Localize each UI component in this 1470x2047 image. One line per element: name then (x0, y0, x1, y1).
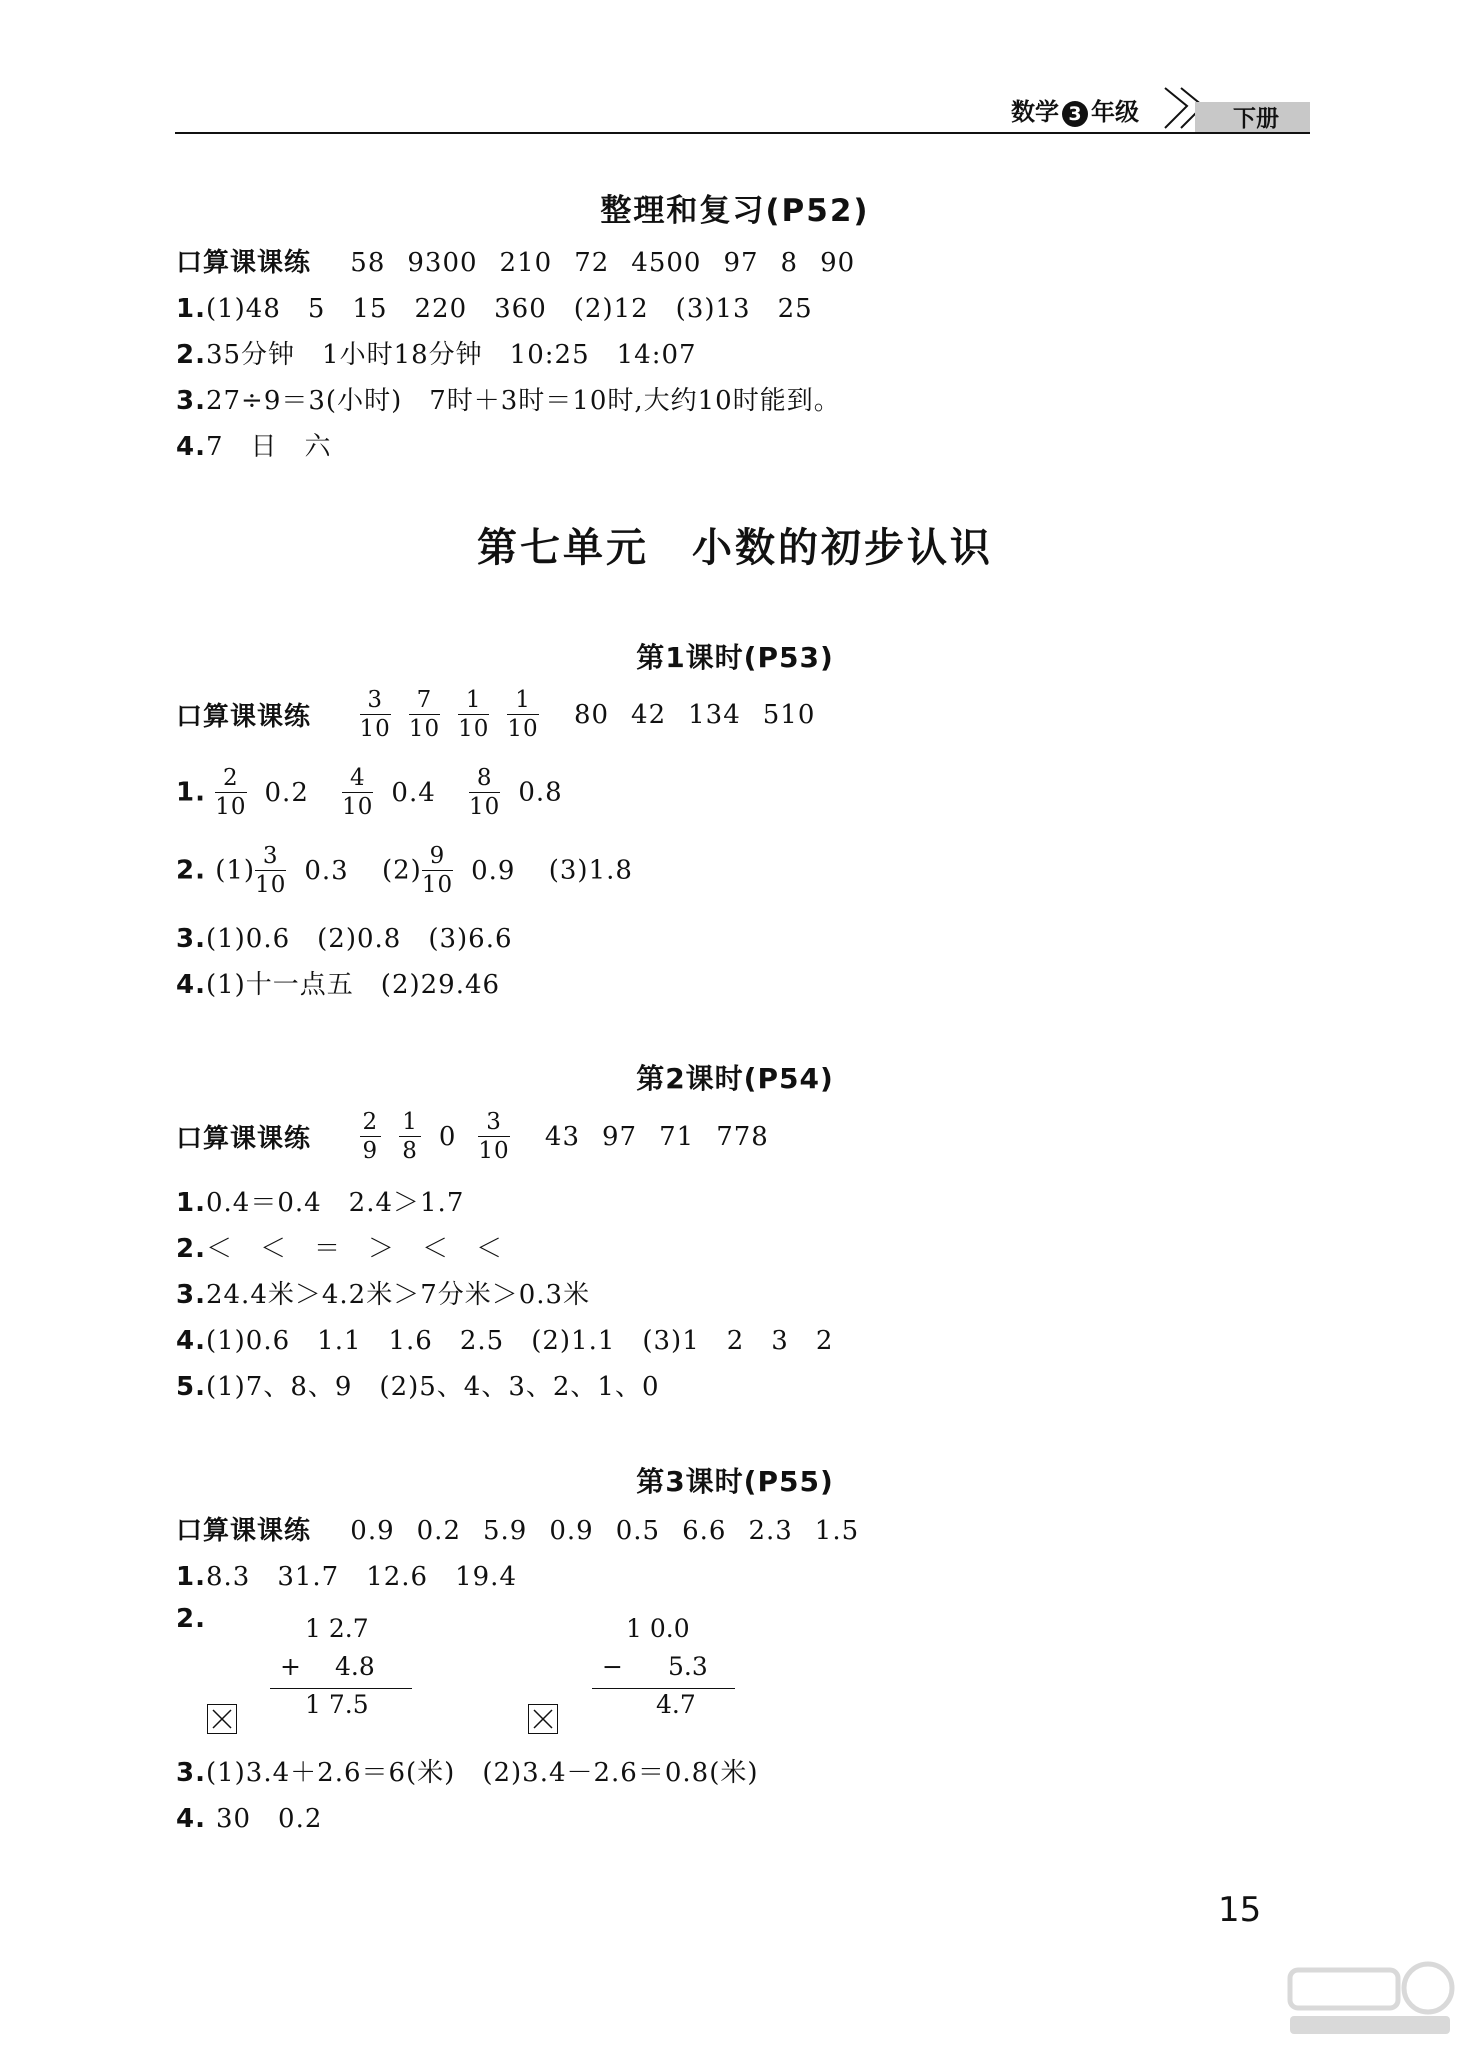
lesson1-oral-row: 口算课课练 $\frac{3}{10}$ $\frac{7}{10}$ $\frac{1}{10}$ $\frac{1}{10}$ 80 42 134 510 (176, 687, 816, 743)
lesson2-q4: 4.(1)0.6 1.1 1.6 2.5 (2)1.1 (3)1 2 3 2 (176, 1326, 834, 1356)
watermark-logo (1280, 1960, 1460, 2040)
fraction: $\frac{1}{10}$ (458, 687, 490, 743)
lesson3-oral-row: 口算课课练 0.9 0.2 5.9 0.9 0.5 6.6 2.3 1.5 (176, 1516, 860, 1546)
fraction: $\frac{7}{10}$ (408, 687, 441, 743)
lesson1-q4: 4.(1)十一点五 (2)29.46 (176, 970, 501, 1000)
header-subject: 数学 3 年级 (1011, 98, 1139, 126)
fraction: $\frac{1}{10}$ (507, 687, 539, 743)
fraction: $\frac{2}{9}$ (360, 1110, 382, 1163)
column-subtraction: 1 0.0 − 5.3 4.7 (520, 1614, 740, 1734)
oral-value: 58 (350, 248, 386, 278)
lesson2-q3: 3.24.4米＞4.2米＞7分米＞0.3米 (176, 1280, 591, 1310)
oral-label: 口算课课练 (176, 248, 312, 278)
section-title-review: 整理和复习(P52) (600, 193, 870, 229)
lesson1-q3: 3.(1)0.6 (2)0.8 (3)6.6 (176, 924, 513, 954)
review-q1: 1.(1)48 5 15 220 360 (2)12 (3)13 25 (176, 294, 813, 324)
lesson2-q5: 5.(1)7、8、9 (2)5、4、3、2、1、0 (176, 1372, 660, 1402)
lesson3-q3: 3.(1)3.4＋2.6＝6(米) (2)3.4－2.6＝0.8(米) (176, 1758, 759, 1788)
lesson1-q2: 2. (1) $\frac{3}{10}$ 0.3 (2) $\frac{9}{10}$ 0.9 (3)1.8 (176, 843, 633, 899)
lesson1-title: 第1课时(P53) (636, 641, 834, 674)
lesson2-oral-row: 口算课课练 $\frac{2}{9}$ $\frac{1}{8}$ 0 $\frac{3}{10}$ 43 97 71 778 (176, 1109, 769, 1165)
lesson3-title: 第3课时(P55) (636, 1465, 834, 1498)
grade-badge: 3 (1062, 101, 1088, 127)
page-header (175, 92, 1310, 136)
fraction: $\frac{3}{10}$ (359, 687, 391, 743)
oral-value: 97 (723, 248, 759, 278)
review-q3: 3.27÷9＝3(小时) 7时＋3时＝10时,大约10时能到。 (176, 386, 841, 416)
column-addition: 1 2.7 + 4.8 1 7.5 (200, 1614, 420, 1734)
lesson2-title: 第2课时(P54) (636, 1062, 834, 1095)
lesson3-q2-label: 2. (176, 1604, 206, 1634)
review-q2: 2.35分钟 1小时18分钟 10:25 14:07 (176, 340, 697, 370)
lesson1-q1: 1. $\frac{2}{10}$ 0.2 $\frac{4}{10}$ 0.4 $\frac{8}{10}$ 0.8 (176, 765, 563, 821)
review-oral-row (176, 242, 877, 279)
wrong-mark-icon (528, 1704, 558, 1734)
review-q4: 4.7 日 六 (176, 432, 332, 462)
page-number: 15 (1218, 1890, 1262, 1930)
unit-title: 第七单元 小数的初步认识 (477, 525, 993, 571)
lesson2-q1: 1.0.4＝0.4 2.4＞1.7 (176, 1188, 465, 1218)
header-rule (175, 132, 1310, 134)
fraction: $\frac{1}{8}$ (399, 1110, 421, 1163)
oral-value: 4500 (631, 248, 702, 278)
oral-value: 9300 (407, 248, 478, 278)
header-volume: 下册 (1233, 106, 1279, 132)
oral-value: 90 (820, 248, 856, 278)
lesson2-q2: 2.＜ ＜ ＝ ＞ ＜ ＜ (176, 1234, 503, 1264)
oral-value: 72 (574, 248, 610, 278)
wrong-mark-icon (207, 1704, 237, 1734)
fraction: $\frac{3}{10}$ (478, 1109, 510, 1165)
oral-value: 8 (780, 248, 799, 278)
lesson3-q4: 4. 30 0.2 (176, 1804, 323, 1834)
oral-value: 210 (499, 248, 553, 278)
lesson3-q1: 1.8.3 31.7 12.6 19.4 (176, 1562, 517, 1592)
